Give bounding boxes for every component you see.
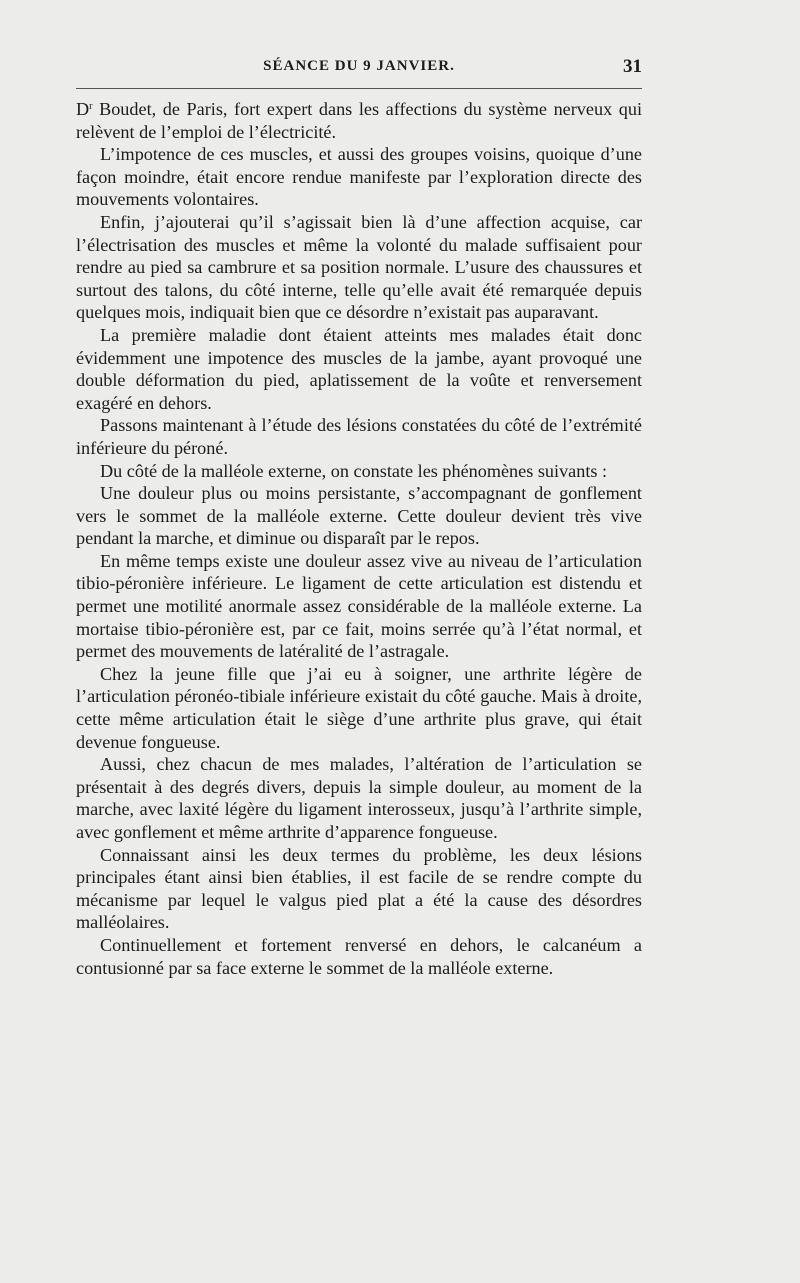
paragraph: L’impotence de ces muscles, et aussi des groupes voisins, quoique d’une façon moindre, était encore rendue manifeste par l’exploration directe des mouvements volontaires.: [76, 144, 642, 210]
paragraph: Une douleur plus ou moins persistante, s’accompagnant de gonflement vers le sommet de la malléole externe. Cette douleur devient très vive pendant la marche, et diminue ou disparaît par le repos.: [76, 483, 642, 549]
paragraph: Enfin, j’ajouterai qu’il s’agissait bien là d’une affection acquise, car l’électrisation des muscles et même la volonté du malade suffisaient pour rendre au pied sa cambrure et sa position normale. L’usure des chaussures et surtout des talons, du côté interne, telle qu’elle avait été remarquée depuis quelques mois, indiquait bien que ce désordre n’existait pas auparavant.: [76, 211, 642, 323]
doctor-abbrev-sup: r: [89, 101, 93, 112]
paragraph: Chez la jeune fille que j’ai eu à soigner, une arthrite légère de l’articulation péronéo-tibiale inférieure existait du côté gauche. Mais à droite, cette même articulation était le siège d’une arthrite plus grave, qui était devenue fongueuse.: [76, 663, 642, 752]
paragraph-intro-text: Boudet, de Paris, fort expert dans les affections du système nerveux qui relèvent de l’emploi de l’électricité.: [76, 99, 642, 142]
paragraph-intro: [76, 98, 642, 143]
paragraph: Continuellement et fortement renversé en dehors, le calcanéum a contusionné par sa face externe le sommet de la malléole externe.: [76, 934, 642, 978]
paragraph: Passons maintenant à l’étude des lésions constatées du côté de l’extrémité inférieure du péroné.: [76, 415, 642, 458]
body-text: [76, 98, 642, 979]
doctor-abbrev: D: [76, 99, 90, 119]
running-title: SÉANCE DU 9 JANVIER.: [263, 58, 455, 74]
page-number: 31: [623, 56, 642, 77]
paragraph: Du côté de la malléole externe, on constate les phénomènes suivants :: [100, 460, 608, 481]
page-header: [76, 58, 642, 86]
paragraph: Connaissant ainsi les deux termes du problème, les deux lésions principales étant ainsi bien établies, il est facile de se rendre compte du mécanisme par lequel le valgus pied plat a été la cause des désordres malléolaires.: [76, 844, 642, 933]
paragraph: En même temps existe une douleur assez vive au niveau de l’articulation tibio-péronière inférieure. Le ligament de cette articulation est distendu et permet une motilité anormale assez considérable de la malléole externe. La mortaise tibio-péronière est, par ce fait, moins serrée qu’à l’état normal, et permet des mouvements de latéralité de l’astragale.: [76, 550, 642, 662]
header-rule: [76, 88, 642, 89]
paragraph: La première maladie dont étaient atteints mes malades était donc évidemment une impotence des muscles de la jambe, ayant provoqué une double déformation du pied, aplatissement de la voûte et renversement exagéré en dehors.: [76, 324, 642, 413]
paragraph: Aussi, chez chacun de mes malades, l’altération de l’articulation se présentait à des degrés divers, depuis la simple douleur, au moment de la marche, avec laxité légère du ligament interosseux, jusqu’à l’arthrite simple, avec gonflement et même arthrite d’apparence fongueuse.: [76, 754, 642, 842]
